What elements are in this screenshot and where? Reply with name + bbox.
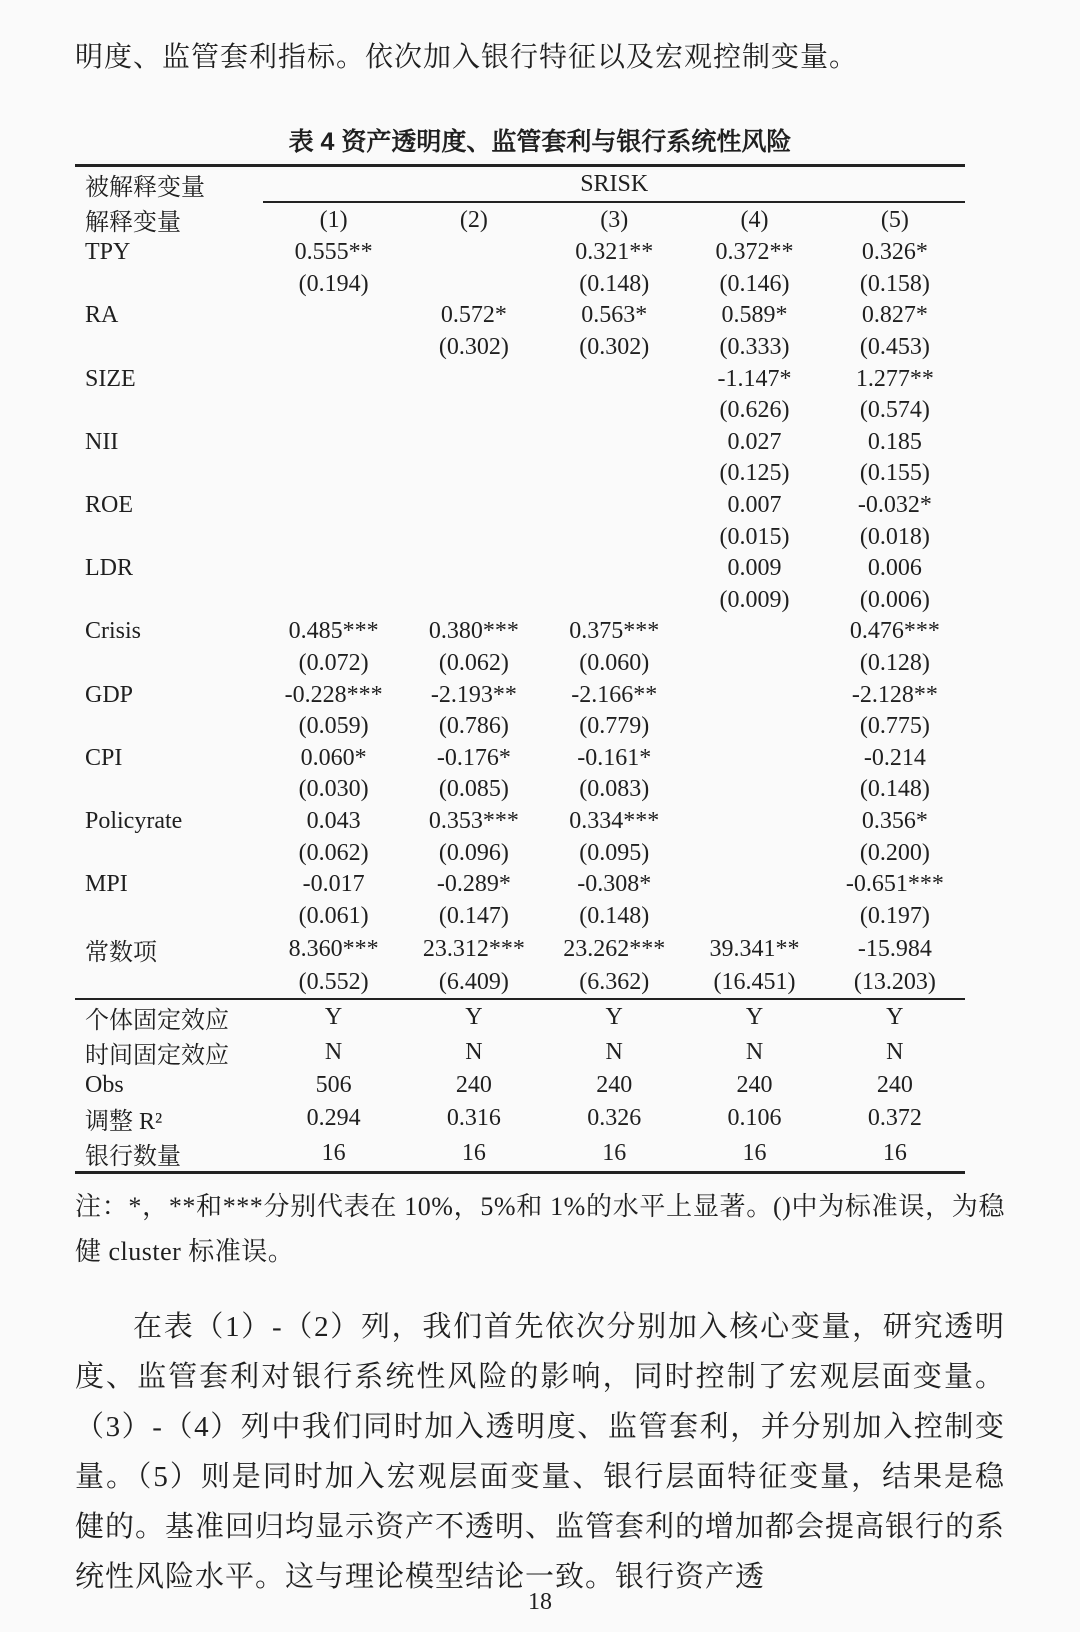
cell-value: (0.060)	[579, 650, 650, 677]
row-label: 银行数量	[85, 1144, 181, 1171]
table-row	[75, 395, 965, 427]
cell-value: Y	[684, 999, 824, 1035]
table-row	[75, 837, 965, 869]
cell-value: (16.451)	[713, 968, 796, 995]
cell-value: 0.007	[727, 492, 782, 519]
cell-value: 240	[876, 1071, 913, 1098]
cell-value: 0.326*	[861, 239, 928, 266]
cell-value: 16	[321, 1140, 346, 1167]
cell-value: 0.485***	[288, 618, 379, 645]
cell-value: N	[745, 1038, 764, 1065]
cell-value	[404, 458, 544, 490]
table-row	[75, 332, 965, 364]
row-label	[75, 395, 263, 427]
row-label: ROE	[85, 492, 133, 519]
cell-value	[404, 553, 544, 585]
cell-value	[544, 363, 684, 395]
cell-value: -0.017	[302, 871, 365, 898]
cell-value: -15.984	[857, 936, 932, 963]
cell-value: (0.148)	[859, 776, 930, 803]
cell-value: 23.312***	[422, 936, 525, 963]
column-headers-row	[75, 202, 965, 237]
row-label: NII	[85, 428, 119, 455]
body-paragraph: 在表（1）-（2）列，我们首先依次分别加入核心变量，研究透明度、监管套利对银行系统性风险的影响，同时控制了宏观层面变量。（3）-（4）列中我们同时加入透明度、监管套利，并分别加入控制变量。（5）则是同时加入宏观层面变量、银行层面特征变量，结果是稳健的。基准回归均显示资产不透明、监管套利的增加都会提高银行的系统性风险水平。这与理论模型结论一致。银行资产透	[75, 1311, 1006, 1594]
cell-value	[404, 427, 544, 459]
cell-value: 0.326	[587, 1105, 642, 1132]
cell-value: (0.072)	[298, 650, 369, 677]
cell-value: (13.203)	[853, 968, 936, 995]
cell-value: 0.060*	[300, 744, 367, 771]
cell-value	[684, 900, 824, 932]
cell-value: 0.572*	[440, 302, 507, 329]
cell-value	[404, 521, 544, 553]
row-label	[75, 711, 263, 743]
cell-value: 16	[882, 1140, 907, 1167]
cell-value: (0.059)	[298, 713, 369, 740]
cell-value: (0.786)	[438, 713, 509, 740]
cell-value: 16	[602, 1140, 627, 1167]
cell-value	[544, 427, 684, 459]
table-row	[75, 999, 965, 1035]
cell-value: 0.009	[727, 555, 782, 582]
cell-value	[544, 458, 684, 490]
cell-value	[544, 521, 684, 553]
cell-value: (0.095)	[579, 839, 650, 866]
cell-value	[263, 300, 403, 332]
cell-value: -0.214	[863, 744, 926, 771]
cell-value	[263, 332, 403, 364]
cell-value: 23.262***	[563, 936, 666, 963]
cell-value	[263, 427, 403, 459]
cell-value: (0.146)	[719, 270, 790, 297]
row-label	[75, 521, 263, 553]
cell-value	[684, 743, 824, 775]
row-label: 个体固定效应	[75, 999, 263, 1035]
column-header: (2)	[459, 206, 488, 233]
cell-value	[263, 585, 403, 617]
table-row	[75, 1101, 965, 1136]
cell-value: 0.555**	[294, 239, 373, 266]
cell-value	[263, 553, 403, 585]
cell-value: -2.128**	[851, 681, 938, 708]
cell-value: (0.015)	[719, 523, 790, 550]
table-row	[75, 237, 965, 269]
cell-value: (0.062)	[298, 839, 369, 866]
cell-value: (0.148)	[579, 270, 650, 297]
row-label	[75, 585, 263, 617]
cell-value	[684, 711, 824, 743]
cell-value: -2.166**	[571, 681, 658, 708]
cell-value: Y	[544, 999, 684, 1035]
row-label: LDR	[85, 555, 133, 582]
table-row	[75, 427, 965, 459]
cell-value: 240	[596, 1071, 633, 1098]
cell-value: (0.155)	[859, 460, 930, 487]
cell-value: (0.302)	[438, 334, 509, 361]
cell-value: Y	[404, 999, 544, 1035]
cell-value: (0.626)	[719, 397, 790, 424]
row-label	[75, 967, 263, 999]
dep-var-value: SRISK	[263, 166, 965, 203]
table-row	[75, 300, 965, 332]
cell-value: -0.032*	[857, 492, 932, 519]
cell-value	[684, 806, 824, 838]
row-label: MPI	[85, 871, 128, 898]
cell-value: (0.030)	[298, 776, 369, 803]
cell-value	[263, 490, 403, 522]
column-header: (4)	[740, 206, 769, 233]
cell-value	[544, 490, 684, 522]
table-row	[75, 458, 965, 490]
cell-value: (0.062)	[438, 650, 509, 677]
row-label	[75, 837, 263, 869]
table-row	[75, 648, 965, 680]
column-header: (1)	[319, 206, 348, 233]
cell-value	[263, 395, 403, 427]
cell-value: (0.197)	[859, 902, 930, 929]
table-row	[75, 585, 965, 617]
table-row	[75, 1136, 965, 1173]
cell-value: (0.333)	[719, 334, 790, 361]
cell-value: 1.277**	[855, 365, 934, 392]
cell-value: N	[465, 1038, 483, 1065]
cell-value	[544, 395, 684, 427]
cell-value	[544, 553, 684, 585]
cell-value: 0.321**	[575, 239, 654, 266]
cell-value: (0.158)	[859, 270, 930, 297]
cell-value: (0.128)	[859, 650, 930, 677]
column-header: (5)	[880, 206, 909, 233]
row-label: SIZE	[85, 365, 136, 392]
cell-value: -0.228***	[284, 681, 383, 708]
table-row	[75, 521, 965, 553]
cell-value: (6.362)	[579, 968, 650, 995]
table-row	[75, 616, 965, 648]
table-summary	[75, 999, 965, 1173]
cell-value	[544, 585, 684, 617]
cell-value: 0.006	[867, 555, 922, 582]
cell-value	[263, 363, 403, 395]
row-label: RA	[85, 302, 119, 329]
cell-value: 0.372	[867, 1105, 922, 1132]
cell-value: 0.476***	[849, 618, 940, 645]
table-row	[75, 553, 965, 585]
cell-value: 0.027	[727, 428, 782, 455]
cell-value: (0.083)	[579, 776, 650, 803]
regression-table	[75, 164, 965, 1174]
cell-value: -0.176*	[436, 744, 511, 771]
column-header: (3)	[600, 206, 629, 233]
cell-value	[684, 616, 824, 648]
row-label: Policyrate	[85, 807, 183, 834]
cell-value: (0.194)	[298, 270, 369, 297]
cell-value: N	[605, 1038, 623, 1065]
cell-value: 0.294	[306, 1105, 361, 1132]
cell-value: 16	[461, 1140, 486, 1167]
cell-value: 0.380***	[428, 618, 519, 645]
cell-value: (0.302)	[579, 334, 650, 361]
cell-value: -0.651***	[845, 871, 944, 898]
cell-value: 0.589*	[721, 302, 788, 329]
cell-value: (0.009)	[719, 586, 790, 613]
cell-value: 0.106	[727, 1105, 782, 1132]
cell-value: (0.148)	[579, 902, 650, 929]
cell-value: 0.353***	[428, 807, 519, 834]
row-label: Obs	[85, 1071, 124, 1098]
cell-value: 0.356*	[861, 807, 928, 834]
cell-value: (0.125)	[719, 460, 790, 487]
row-label: 调整 R²	[85, 1109, 163, 1136]
table-row	[75, 1035, 965, 1070]
cell-value: 0.185	[867, 428, 922, 455]
cell-value	[684, 648, 824, 680]
table-row	[75, 711, 965, 743]
cell-value: -2.193**	[430, 681, 517, 708]
cell-value: (0.453)	[859, 334, 930, 361]
cell-value	[263, 521, 403, 553]
row-label	[75, 900, 263, 932]
cell-value: 0.375***	[569, 618, 660, 645]
cell-value: (0.779)	[579, 713, 650, 740]
cell-value: 8.360***	[288, 936, 379, 963]
cell-value: 506	[315, 1071, 352, 1098]
cell-value: 0.372**	[715, 239, 794, 266]
cell-value: -1.147*	[717, 365, 792, 392]
row-label	[75, 458, 263, 490]
page-number: 18	[528, 1589, 552, 1615]
cell-value: -0.308*	[577, 871, 652, 898]
cell-value: 0.827*	[861, 302, 928, 329]
cell-value: (0.552)	[298, 968, 369, 995]
cell-value: (0.147)	[438, 902, 509, 929]
table-note: 注：*，**和***分别代表在 10%，5%和 1%的水平上显著。()中为标准误，为稳健 cluster 标准误。	[75, 1192, 1005, 1267]
cell-value: (0.775)	[859, 713, 930, 740]
cell-value: 0.334***	[569, 807, 660, 834]
cell-value: N	[886, 1038, 904, 1065]
table-row	[75, 869, 965, 901]
cell-value: N	[324, 1038, 343, 1065]
cell-value	[404, 363, 544, 395]
row-label: 常数项	[85, 940, 157, 967]
dep-var-label: 被解释变量	[85, 175, 205, 201]
row-label	[75, 648, 263, 680]
table-row	[75, 679, 965, 711]
table-row	[75, 363, 965, 395]
table-row	[75, 743, 965, 775]
table-row	[75, 269, 965, 301]
cell-value	[684, 679, 824, 711]
cell-value: (0.061)	[298, 902, 369, 929]
row-label: GDP	[85, 681, 134, 708]
cell-value	[684, 774, 824, 806]
cell-value: 0.316	[446, 1105, 501, 1132]
cell-value	[404, 585, 544, 617]
table-body	[75, 237, 965, 999]
dep-var-row	[75, 166, 965, 203]
cell-value: 0.563*	[581, 302, 648, 329]
cell-value: Y	[263, 999, 403, 1035]
table-row	[75, 774, 965, 806]
row-label	[75, 774, 263, 806]
cell-value	[404, 237, 544, 269]
cell-value: (6.409)	[438, 968, 509, 995]
cell-value: (0.085)	[438, 776, 509, 803]
cell-value: (0.200)	[859, 839, 930, 866]
cell-value	[404, 490, 544, 522]
cell-value	[404, 269, 544, 301]
table-row	[75, 490, 965, 522]
row-label	[75, 269, 263, 301]
row-label: TPY	[85, 239, 131, 266]
cell-value	[684, 869, 824, 901]
table-row	[75, 967, 965, 999]
row-label	[75, 332, 263, 364]
cell-value	[404, 395, 544, 427]
cell-value	[684, 837, 824, 869]
table-title: 表 4 资产透明度、监管套利与银行系统性风险	[288, 128, 792, 156]
top-paragraph-text: 明度、监管套利指标。依次加入银行特征以及宏观控制变量。	[75, 42, 859, 73]
expl-var-label: 解释变量	[85, 210, 181, 236]
cell-value: (0.096)	[438, 839, 509, 866]
cell-value: 240	[736, 1071, 773, 1098]
cell-value: (0.018)	[859, 523, 930, 550]
cell-value: 39.341**	[709, 936, 800, 963]
cell-value: (0.006)	[859, 586, 930, 613]
row-label: Crisis	[85, 618, 142, 645]
cell-value: 240	[455, 1071, 492, 1098]
cell-value: -0.161*	[577, 744, 652, 771]
cell-value: Y	[825, 999, 965, 1035]
cell-value: -0.289*	[436, 871, 511, 898]
row-label: 时间固定效应	[85, 1042, 229, 1069]
cell-value: 0.043	[306, 807, 361, 834]
cell-value: (0.574)	[859, 397, 930, 424]
table-row	[75, 932, 965, 967]
table-row	[75, 806, 965, 838]
table-row	[75, 900, 965, 932]
cell-value: 16	[742, 1140, 767, 1167]
table-row	[75, 1070, 965, 1102]
cell-value	[263, 458, 403, 490]
row-label: CPI	[85, 744, 123, 771]
